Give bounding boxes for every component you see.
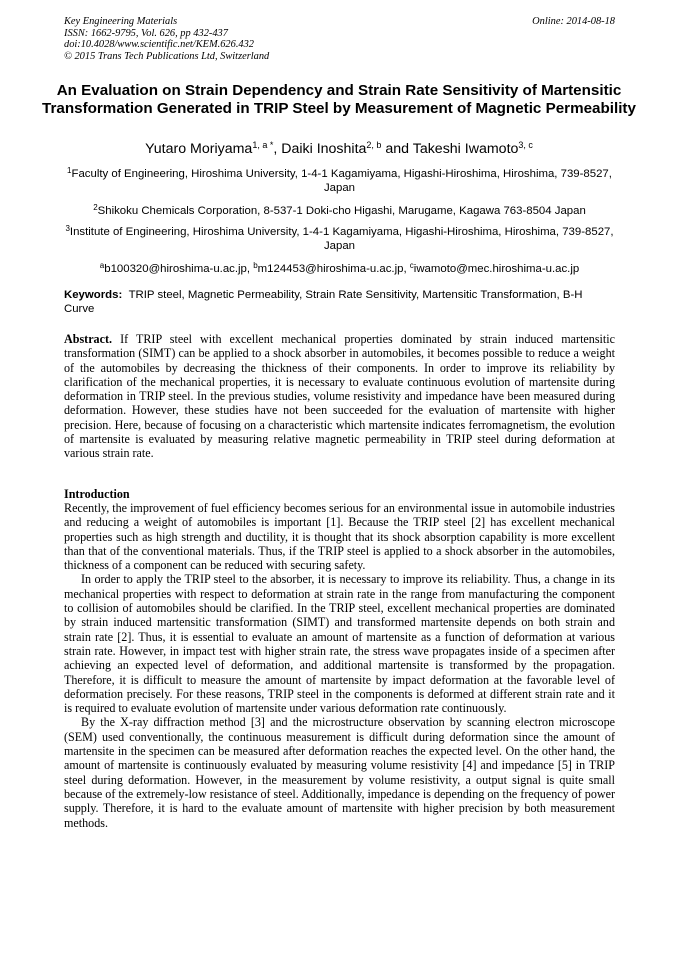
author-name: Yutaro Moriyama — [145, 141, 253, 157]
author-sep: , — [273, 141, 282, 157]
affiliation-sup: 1 — [67, 166, 72, 175]
online-date: Online: 2014-08-18 — [532, 16, 615, 27]
issn-line: ISSN: 1662-9795, Vol. 626, pp 432-437 — [64, 27, 228, 39]
email-sup: a — [99, 261, 105, 270]
author-sup: 2, b — [366, 140, 382, 150]
email-link[interactable]: m124453@hiroshima-u.ac.jp, — [257, 263, 410, 275]
author-sep: and — [381, 141, 413, 157]
affiliation — [64, 204, 615, 218]
body-paragraph: By the X-ray diffraction method [3] and the microstructure observation by scanning electron microscope (SEM) used conventionally, the continuous measurement is difficult during deformation since the amount of martensite in the specimen can be measured after deformation reaches the expected level. On the other hand, the amount of martensite is continuously evaluated by measuring volume resistivity [4] and impedance [5] in TRIP steel during deformation. However, in the measurement by volume resistivity, a output signal is quite small because of the extremely-low resistance of steel. Additionally, impedance is depending on the frequency of power supply. Therefore, it is hard to the evaluate amount of martensite with higher precision by both measurement methods. — [64, 715, 615, 830]
author-name: Daiki Inoshita — [281, 141, 367, 157]
abstract-section — [64, 332, 615, 461]
abstract-label: Abstract. — [64, 332, 113, 346]
email-link[interactable]: b100320@hiroshima-u.ac.jp, — [104, 263, 254, 275]
affiliation-sup: 2 — [93, 203, 98, 212]
keywords-label: Keywords: — [64, 289, 123, 301]
journal-name: Key Engineering Materials — [64, 16, 178, 27]
author-sup: 1, a * — [252, 140, 274, 150]
keywords-text: TRIP steel, Magnetic Permeability, Strain Rate Sensitivity, Martensitic Transformation, B-H Curve — [64, 289, 583, 316]
author-list — [40, 141, 638, 158]
introduction-heading: Introduction — [64, 487, 130, 501]
affiliation — [64, 167, 615, 195]
email-sup: c — [409, 261, 414, 270]
email-list — [64, 262, 615, 276]
affiliation-text: Institute of Engineering, Hiroshima University, 1-4-1 Kagamiyama, Higashi-Hiroshima, Hiroshima, 739-8527, Japan — [69, 226, 614, 253]
journal-header — [64, 16, 269, 62]
email-sup: b — [253, 261, 258, 270]
author-name: Takeshi Iwamoto — [412, 141, 519, 157]
email-link[interactable]: iwamoto@mec.hiroshima-u.ac.jp — [413, 263, 580, 275]
paper-title: An Evaluation on Strain Dependency and Strain Rate Sensitivity of Martensitic Transformation Generated in TRIP Steel by Measurement of Magnetic Permeability — [42, 82, 636, 118]
abstract-text: If TRIP steel with excellent mechanical properties dominated by strain induced martensitic transformation (SIMT) can be applied to a shock absorber in automobiles, it becomes possible to reduce a weight of the automobiles by decreasing the thickness of their components. In order to improve its reliability by clarification of the mechanical properties, it is necessary to evaluate continuous evolution of martensite during deformation in TRIP steel. In the previous studies, volume resistivity and impedance have been measured during deformation. However, these studies have not been succeeded for the evaluation of martensite with higher precision. Here, because of focusing on a characteristic which martensite indicates ferromagnetism, the evolution of martensite is evaluated by measuring relative magnetic permeability in TRIP steel during deformation at various strain rate. — [64, 332, 615, 461]
doi-line: doi:10.4028/www.scientific.net/KEM.626.432 — [64, 39, 254, 51]
keywords-section — [64, 288, 615, 316]
affiliation-sup: 3 — [65, 224, 70, 233]
affiliation — [64, 225, 615, 253]
body-paragraph: Recently, the improvement of fuel efficiency becomes serious for an environmental issue in automobile industries and reducing a weight of automobiles is important [1]. Because the TRIP steel [2] has excellent mechanical properties such as high strength and ductility, it is thought that its shock absorption capability is more excellent than that of the conventional materials. Thus, if the TRIP steel is applied to a shock absorber in the automobiles, thickness of a component can be reduced with securing safety. — [64, 501, 615, 573]
introduction-section — [64, 501, 615, 830]
copyright-line: © 2015 Trans Tech Publications Ltd, Switzerland — [64, 50, 270, 62]
body-paragraph: In order to apply the TRIP steel to the absorber, it is necessary to improve its reliability. Thus, a change in its mechanical properties with respect to deformation at strain rate in the range from manufacturing the component to collision of automobiles should be clarified. In the TRIP steel, excellent mechanical properties are dominated by strain induced martensitic transformation (SIMT) and transformed martensite depends on both strain and strain rate [2]. Thus, it is essential to evaluate an amount of martensite as a function of deformation at various strain rate. However, in impact test with higher strain rate, the stress wave propagates inside of a specimen after achieving an expected level of deformation, and additional martensite is transformed by the propagation. Therefore, it is difficult to measure the amount of martensite by impact deformation at the favorable level of deformation precisely. For these reasons, TRIP steel in the components is deformed at different strain rate and it is required to evaluate evolution of martensite under various deformation rate continuously. — [64, 572, 615, 716]
author-sup: 3, c — [518, 140, 533, 150]
affiliation-text: Faculty of Engineering, Hiroshima University, 1-4-1 Kagamiyama, Higashi-Hiroshima, Hiroshima, 739-8527, Japan — [71, 168, 612, 195]
affiliation-text: Shikoku Chemicals Corporation, 8-537-1 Doki-cho Higashi, Marugame, Kagawa 763-8504 Japan — [97, 205, 586, 217]
